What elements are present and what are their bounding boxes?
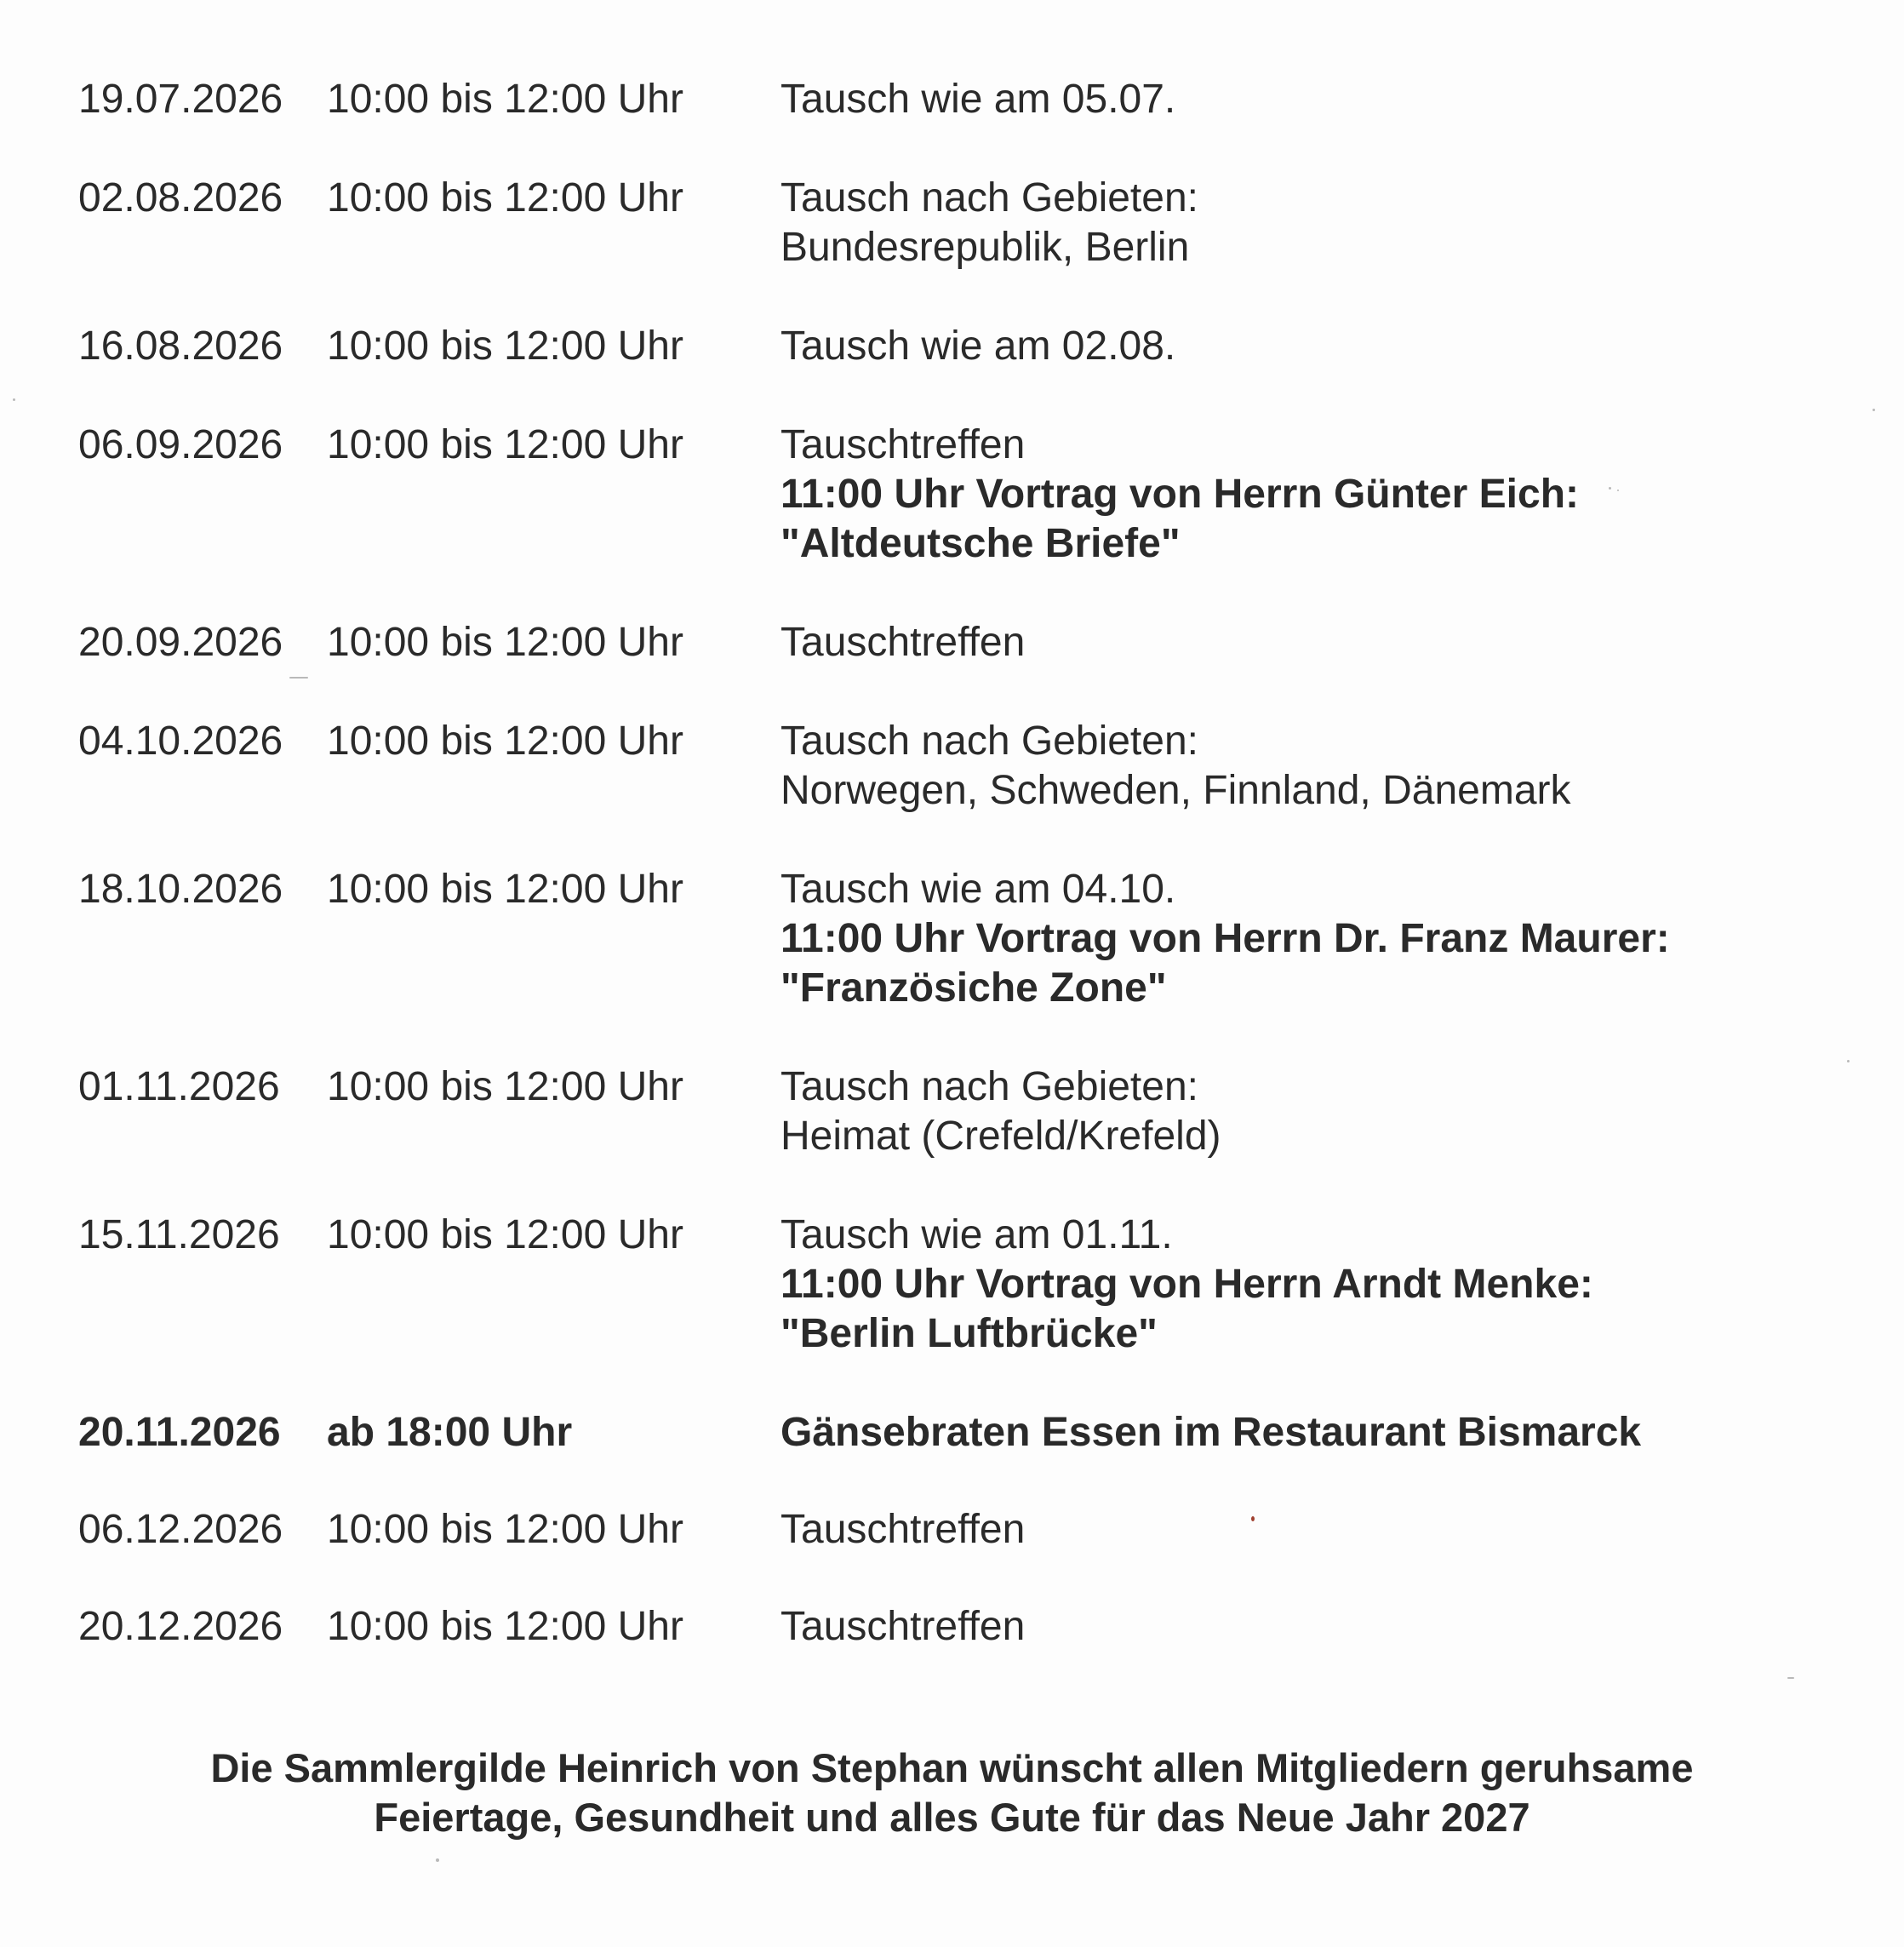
- event-row: [78, 1408, 1832, 1457]
- event-row: [78, 421, 1832, 569]
- event-description: [780, 322, 1832, 371]
- greeting-line-1: Die Sammlergilde Heinrich von Stephan wünscht allen Mitgliedern geruhsame: [210, 1745, 1694, 1790]
- event-description-line: Tauschtreffen: [780, 1604, 1026, 1649]
- event-date: 01.11.2026: [78, 1064, 280, 1109]
- event-talk-line: Gänsebraten Essen im Restaurant Bismarck: [780, 1410, 1642, 1455]
- event-date: 20.11.2026: [78, 1410, 281, 1455]
- event-description-line: Heimat (Crefeld/Krefeld): [780, 1114, 1221, 1159]
- event-time: 10:00 bis 12:00 Uhr: [327, 719, 683, 764]
- event-description-line: Tausch wie am 02.08.: [780, 324, 1176, 369]
- event-description-line: Tauschtreffen: [780, 620, 1026, 665]
- event-description-line: Tausch wie am 01.11.: [780, 1212, 1173, 1257]
- event-row: [78, 174, 1832, 272]
- event-date: 20.12.2026: [78, 1604, 283, 1649]
- paper-speck: [1617, 490, 1619, 491]
- paper-speck: [289, 677, 308, 679]
- event-description-line: Tauschtreffen: [780, 1507, 1026, 1552]
- event-description: [780, 1211, 1832, 1359]
- event-date: 18.10.2026: [78, 867, 283, 912]
- event-row: [78, 1062, 1832, 1161]
- event-date: 06.12.2026: [78, 1507, 283, 1552]
- event-description: [780, 717, 1832, 816]
- event-row: [78, 1602, 1832, 1652]
- event-talk-line: "Berlin Luftbrücke": [780, 1311, 1158, 1356]
- paper-speck: [13, 398, 15, 401]
- event-row: [78, 75, 1832, 124]
- event-date: 15.11.2026: [78, 1212, 280, 1257]
- event-time: 10:00 bis 12:00 Uhr: [327, 1507, 683, 1552]
- event-time: 10:00 bis 12:00 Uhr: [327, 422, 683, 467]
- event-talk-line: 11:00 Uhr Vortrag von Herrn Dr. Franz Maurer:: [780, 916, 1670, 961]
- event-date: 04.10.2026: [78, 719, 283, 764]
- event-description-line: Tausch wie am 04.10.: [780, 867, 1176, 912]
- closing-greeting: [0, 1744, 1904, 1842]
- paper-speck: [436, 1858, 439, 1862]
- event-description: [780, 1408, 1832, 1457]
- paper-speck: [1609, 487, 1611, 490]
- event-description: [780, 618, 1832, 667]
- event-description-line: Tausch nach Gebieten:: [780, 1064, 1198, 1109]
- greeting-line-2: Feiertage, Gesundheit und alles Gute für das Neue Jahr 2027: [374, 1795, 1530, 1840]
- event-date: 02.08.2026: [78, 175, 283, 220]
- event-description-line: Tausch nach Gebieten:: [780, 719, 1198, 764]
- event-description: [780, 75, 1832, 124]
- event-time: 10:00 bis 12:00 Uhr: [327, 324, 683, 369]
- event-time: 10:00 bis 12:00 Uhr: [327, 175, 683, 220]
- event-row: [78, 865, 1832, 1013]
- event-time: ab 18:00 Uhr: [327, 1410, 573, 1455]
- event-description-line: Tauschtreffen: [780, 422, 1026, 467]
- event-time: 10:00 bis 12:00 Uhr: [327, 1604, 683, 1649]
- event-description: [780, 1062, 1832, 1161]
- event-description: [780, 174, 1832, 272]
- paper-speck: [1787, 1677, 1794, 1679]
- event-talk-line: 11:00 Uhr Vortrag von Herrn Günter Eich:: [780, 472, 1579, 517]
- event-time: 10:00 bis 12:00 Uhr: [327, 77, 683, 122]
- event-row: [78, 618, 1832, 667]
- event-description: [780, 865, 1832, 1013]
- event-date: 20.09.2026: [78, 620, 283, 665]
- event-date: 16.08.2026: [78, 324, 283, 369]
- event-description-line: Norwegen, Schweden, Finnland, Dänemark: [780, 768, 1571, 813]
- event-description: [780, 1505, 1832, 1555]
- paper-speck: [1847, 1060, 1850, 1062]
- event-description: [780, 1602, 1832, 1652]
- paper-speck: [1873, 409, 1875, 411]
- event-date: 19.07.2026: [78, 77, 283, 122]
- event-talk-line: "Französiche Zone": [780, 965, 1167, 1011]
- event-description: [780, 421, 1832, 569]
- event-schedule: [78, 75, 1832, 1652]
- event-description-line: Bundesrepublik, Berlin: [780, 225, 1190, 270]
- event-date: 06.09.2026: [78, 422, 283, 467]
- event-time: 10:00 bis 12:00 Uhr: [327, 620, 683, 665]
- event-talk-line: 11:00 Uhr Vortrag von Herrn Arndt Menke:: [780, 1262, 1593, 1307]
- event-description-line: Tausch nach Gebieten:: [780, 175, 1198, 220]
- event-time: 10:00 bis 12:00 Uhr: [327, 1064, 683, 1109]
- event-talk-line: "Altdeutsche Briefe": [780, 521, 1181, 566]
- event-time: 10:00 bis 12:00 Uhr: [327, 1212, 683, 1257]
- event-time: 10:00 bis 12:00 Uhr: [327, 867, 683, 912]
- paper-speck: [1251, 1516, 1255, 1521]
- event-description-line: Tausch wie am 05.07.: [780, 77, 1176, 122]
- event-row: [78, 1211, 1832, 1359]
- event-row: [78, 717, 1832, 816]
- event-row: [78, 1505, 1832, 1555]
- event-row: [78, 322, 1832, 371]
